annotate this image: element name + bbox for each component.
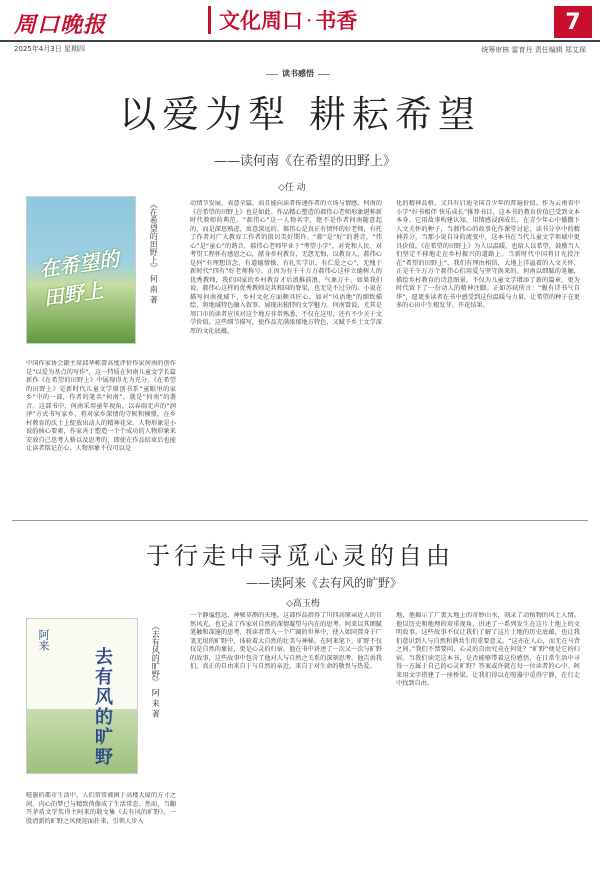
article1-column-3: 化的精神品格，又具有启迪全国青少年的普遍价值。作为云南省中小学“好书相伴 快乐成长”推荐书目，这本书的教育价值已受到文本本身。它用故事构建认知，用情感浸润成长，在青少年心中播撒下人文关怀的种子，当郝伟心的故事化作课堂讨论、读书分享中的精神养分，当那小说自身的流变中，这本书在当代儿童文学领域中更具价值。《在希望的田野上》为人以温暖，也给人以希望，鼓励当人们坚定不移地走在乡村振兴的道路上。当新时代中国将目光投注在“希望的田野上”，我们有理由相信，大地上洋溢着的人文关怀，正是千千万万个郝伟心们用爱与坚守换来的。何南以细腻的笔触，描绘乡村教育的诗意图景，不仅为儿童文学增添了新的篇章，更为时代留下了一份动人的精神注脚。正如苏轼所言：“腹有诗书气自华”，愿更多读者在书中感受到这份温暖与力量，让希望的种子在更多的心田中生根发芽、开花结果。 [396, 200, 580, 309]
book-cover-image [26, 618, 138, 774]
section-dot: · [306, 8, 313, 32]
cover-title: 去有风的旷野 [92, 647, 113, 767]
cover-author: 阿来 [37, 629, 50, 651]
cover-title: 在希望的田野上 [37, 246, 121, 311]
article-divider [12, 520, 588, 521]
article2-column-3: 地，他揭示了广袤大地上的奇妙山水，刻录了动植物的风土人情。他以历史和地理的双重视角，讲述了一系列发生在这片土地上的文明故事。这些故事不仅让我们了解了这片土地的历史底蕴，也让我们意识到人与自然和谐共生的重要意义。“这亦在人心，而无在马背之间。”我们不禁要问，心灵的自由究竟在何处？“旷野”便是它的归宿。当我们读完这本书，是否能够带着这份感悟，在日常生活中寻得一方属于自己的心灵旷野？答案或许就在每一位读者的心中。阿来用文字搭建了一座桥梁，让我们得以在喧嚣中觅得宁静，在行走中找到自由。 [396, 612, 580, 687]
newspaper-logo [14, 8, 134, 36]
article1-column-2: 动情节发展、表意全篇，而且能向读者传递作者的立场与情感。何南的《在希望的田野上》也是如此。作品精心塑造的郝伟心老师形象堪称新时代教师的典范。“郝伟心”这一人物名字，绝不是作者何南随意起的，而是深思熟虑、寓意深远的。郝伟心是真正有情怀的好老师，有托了作者对广大教育工作者的殷切美好期许。“郝”是“好”的谐音，“伟心”是“童心”的谐音，郝伟心老师毕业于“考望小学”，对党和人民、对考望工程怀有感恩之心，献身乡村教育，无怨无悔，以教育人，郝伟心是何“有理想信念、有道德情操、有扎实学识、有仁爱之心”，无愧于新时代“四有”好老师称号。正因为有千千万万郝伟心这样立德树人的优秀教师，我们国家的乡村教育才后浪推前浪、气象万千。如果我们说，郝伟心这样的优秀教师是共和国的脊梁，也无是不过分的。小说在描写何南视域下，乡村文化方面颇具匠心。如对“风语地”的细致描绘，将地域特色融入叙事，展现出独特的文学魅力。何南曾说，尤其是周口市的读者应该对这个地方非常熟悉，不仅在这里，还有不少关于文学价值。这些细节描写，使作品充满浓郁地方特色，又赋予乡土文学深厚的文化底蕴。 [190, 200, 382, 335]
brand-name: 周口晚报 [14, 13, 107, 38]
article2-subtitle: ——读阿来《去有风的旷野》 [246, 576, 403, 590]
article2-column-2: 一个静谧悠远、神秘莫测的天地。这部作品指得了川四高原亲近人的自然风光，也记录了作家对自然的深情凝望与内在的思考。阿来以其细腻笔触和深邃的思考，将读者带入一个广阔的世界中，使人如同置身于广袤无垠的旷野中，体验着大自然的壮美与神秘。在阿来笔下，旷野不仅仅是自然的象征，更是心灵的归宿。他在书中讲述了一次又一次与旷野的故事，这些故事中包含了他对人与自然之关系的深刻思考。他告诉我们，真正的自由来自于与自然的亲近，来自于对生命的敬畏与热爱。 [190, 612, 382, 670]
section-tag: 书香 [315, 8, 358, 33]
section-name: 文化周口 [219, 8, 303, 33]
article1-subtitle: ——读何南《在希望的田野上》 [214, 154, 397, 169]
article2-title: 于行走中寻觅心灵的自由 [146, 542, 454, 570]
page-number: 7 [554, 6, 592, 38]
article1-author: ◇任 动 [278, 183, 306, 193]
page-header [0, 0, 600, 58]
article2-column-1: 喧嚣的都市生活中，人们常常被困于高楼大厦的方寸之间，内心的梦已与精致伪像成了生活常态。然而，当翻开茅盾文学奖得主阿来的散文集《去有风的旷野》，一股清新的旷野之风便迎面扑来，引领人步入 [26, 792, 176, 825]
book-caption: 《在希望的田野上》 何 南 著 [149, 200, 159, 304]
article2-author: ◇高玉梅 [286, 599, 320, 609]
header-rule [0, 40, 600, 42]
book-cover-image [26, 196, 136, 344]
cover-landscape [27, 709, 138, 774]
article1-kicker: 读书感悟 [262, 68, 334, 79]
section-bar [208, 6, 211, 34]
section-title [208, 4, 357, 36]
article1-column-1: 中国作家协会副主席邱华栋曾高度评价作家何南的创作是“以爱为基点的写作”，这一特质在何南儿童文学长篇新作《在希望的田野上》中展现得尤为充分。《在希望的田野上》是新时代儿童文学原创书系“童眼里的家乡”中的一部，作者的笔名“何南”，就是“何南”的谐音。这部书中，何南采用童年视角，以春雨无声的“润泽”方式书写家乡，将对家乡深情的守候和憧憬，在乡村教育的沃土上绽放出动人的精神花朵。人物形象是小说的核心要素，作家善于塑造一个个成功的人物形象来安放自己思考人格以及思考的，即使在作品结束后也能让读者铭记在心。人物形象不仅可以是 [26, 360, 176, 452]
editor-credits: 统筹审核 雷育丹 责任编辑 郑艾琛 [481, 46, 586, 54]
book-caption: 《去有风的旷野》 阿 来 著 [151, 622, 161, 718]
issue-date: 2025年4月3日 星期四 [14, 45, 85, 53]
article1-title: 以爱为犁 耕耘希望 [119, 93, 481, 136]
